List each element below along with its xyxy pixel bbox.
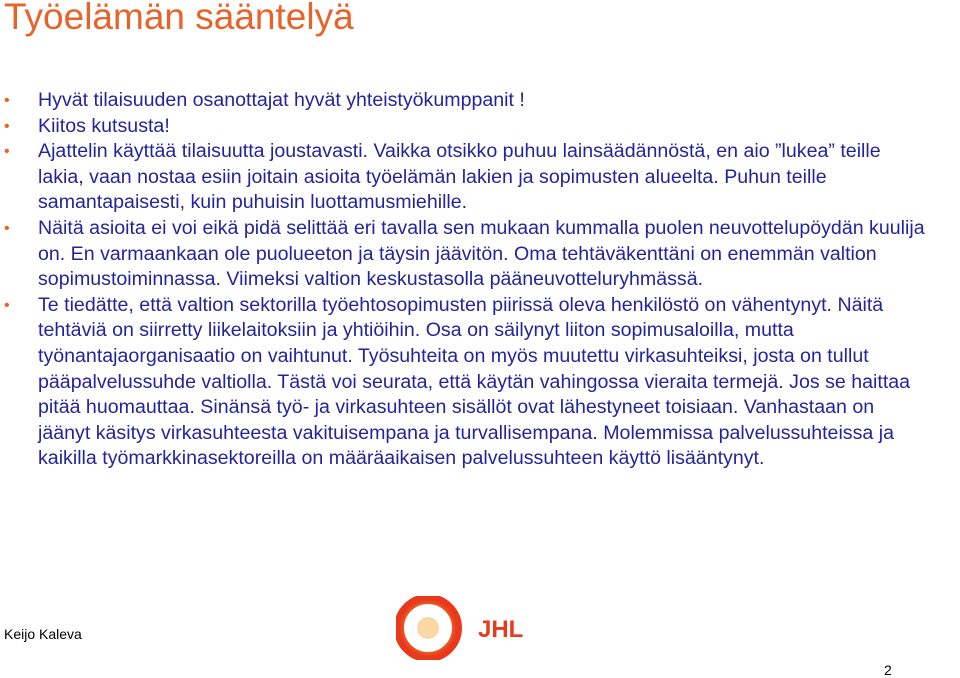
bullet-list [0, 88, 930, 472]
logo-text: JHL [478, 616, 524, 643]
bullet-item: • Hyvät tilaisuuden osanottajat hyvät yhteistyökumppanit ! [0, 88, 930, 114]
bullet-item: • Näitä asioita ei voi eikä pidä selittää eri tavalla sen mukaan kummalla puolen neuvottelupöydän kuulija on. En varmaankaan ole puolueeton ja täysin jäävitön. Oma tehtäväkenttäni on enemmän valtion sopimustoiminnassa. Viimeksi valtion keskustasolla pääneuvotteluryhmässä. [0, 216, 930, 293]
bullet-item: • Kiitos kutsusta! [0, 114, 930, 140]
jhl-logo [396, 596, 532, 660]
slide-title: Työelämän sääntelyä [4, 0, 354, 37]
bullet-item: • Te tiedätte, että valtion sektorilla työehtosopimusten piirissä oleva henkilöstö on vähentynyt. Näitä tehtäviä on siirretty liikelaitoksiin ja yhtiöihin. Osa on säilynyt liiton sopimusaloilla, mutta työnantajaorganisaatio on vaihtunut. Työsuhteita on myös muutettu virkasuhteiksi, josta on tullut pääpalvelussuhde valtiolla. Tästä voi seurata, että käytän vahingossa vieraita termejä. Jos se haittaa pitää huomauttaa. Sinänsä työ- ja virkasuhteen sisällöt ovat lähestyneet toisiaan. Vanhastaan on jäänyt käsitys virkasuhteesta vakituisempana ja turvallisempana. Molemmissa palvelussuhteissa ja kaikilla työmarkkinasektoreilla on määräaikaisen palvelussuhteen käyttö lisääntynyt. [0, 293, 930, 472]
footer-author: Keijo Kaleva [4, 626, 82, 642]
page-number: 2 [884, 662, 892, 678]
logo-center [417, 617, 439, 639]
bullet-item: • Ajattelin käyttää tilaisuutta joustavasti. Vaikka otsikko puhuu lainsäädännöstä, en aio ”lukea” teille lakia, vaan nostaa esiin joitain asioita työelämän lakien ja sopimusten alueelta. Puhun teille samantapaisesti, kuin puhuisin luottamusmiehille. [0, 139, 930, 216]
